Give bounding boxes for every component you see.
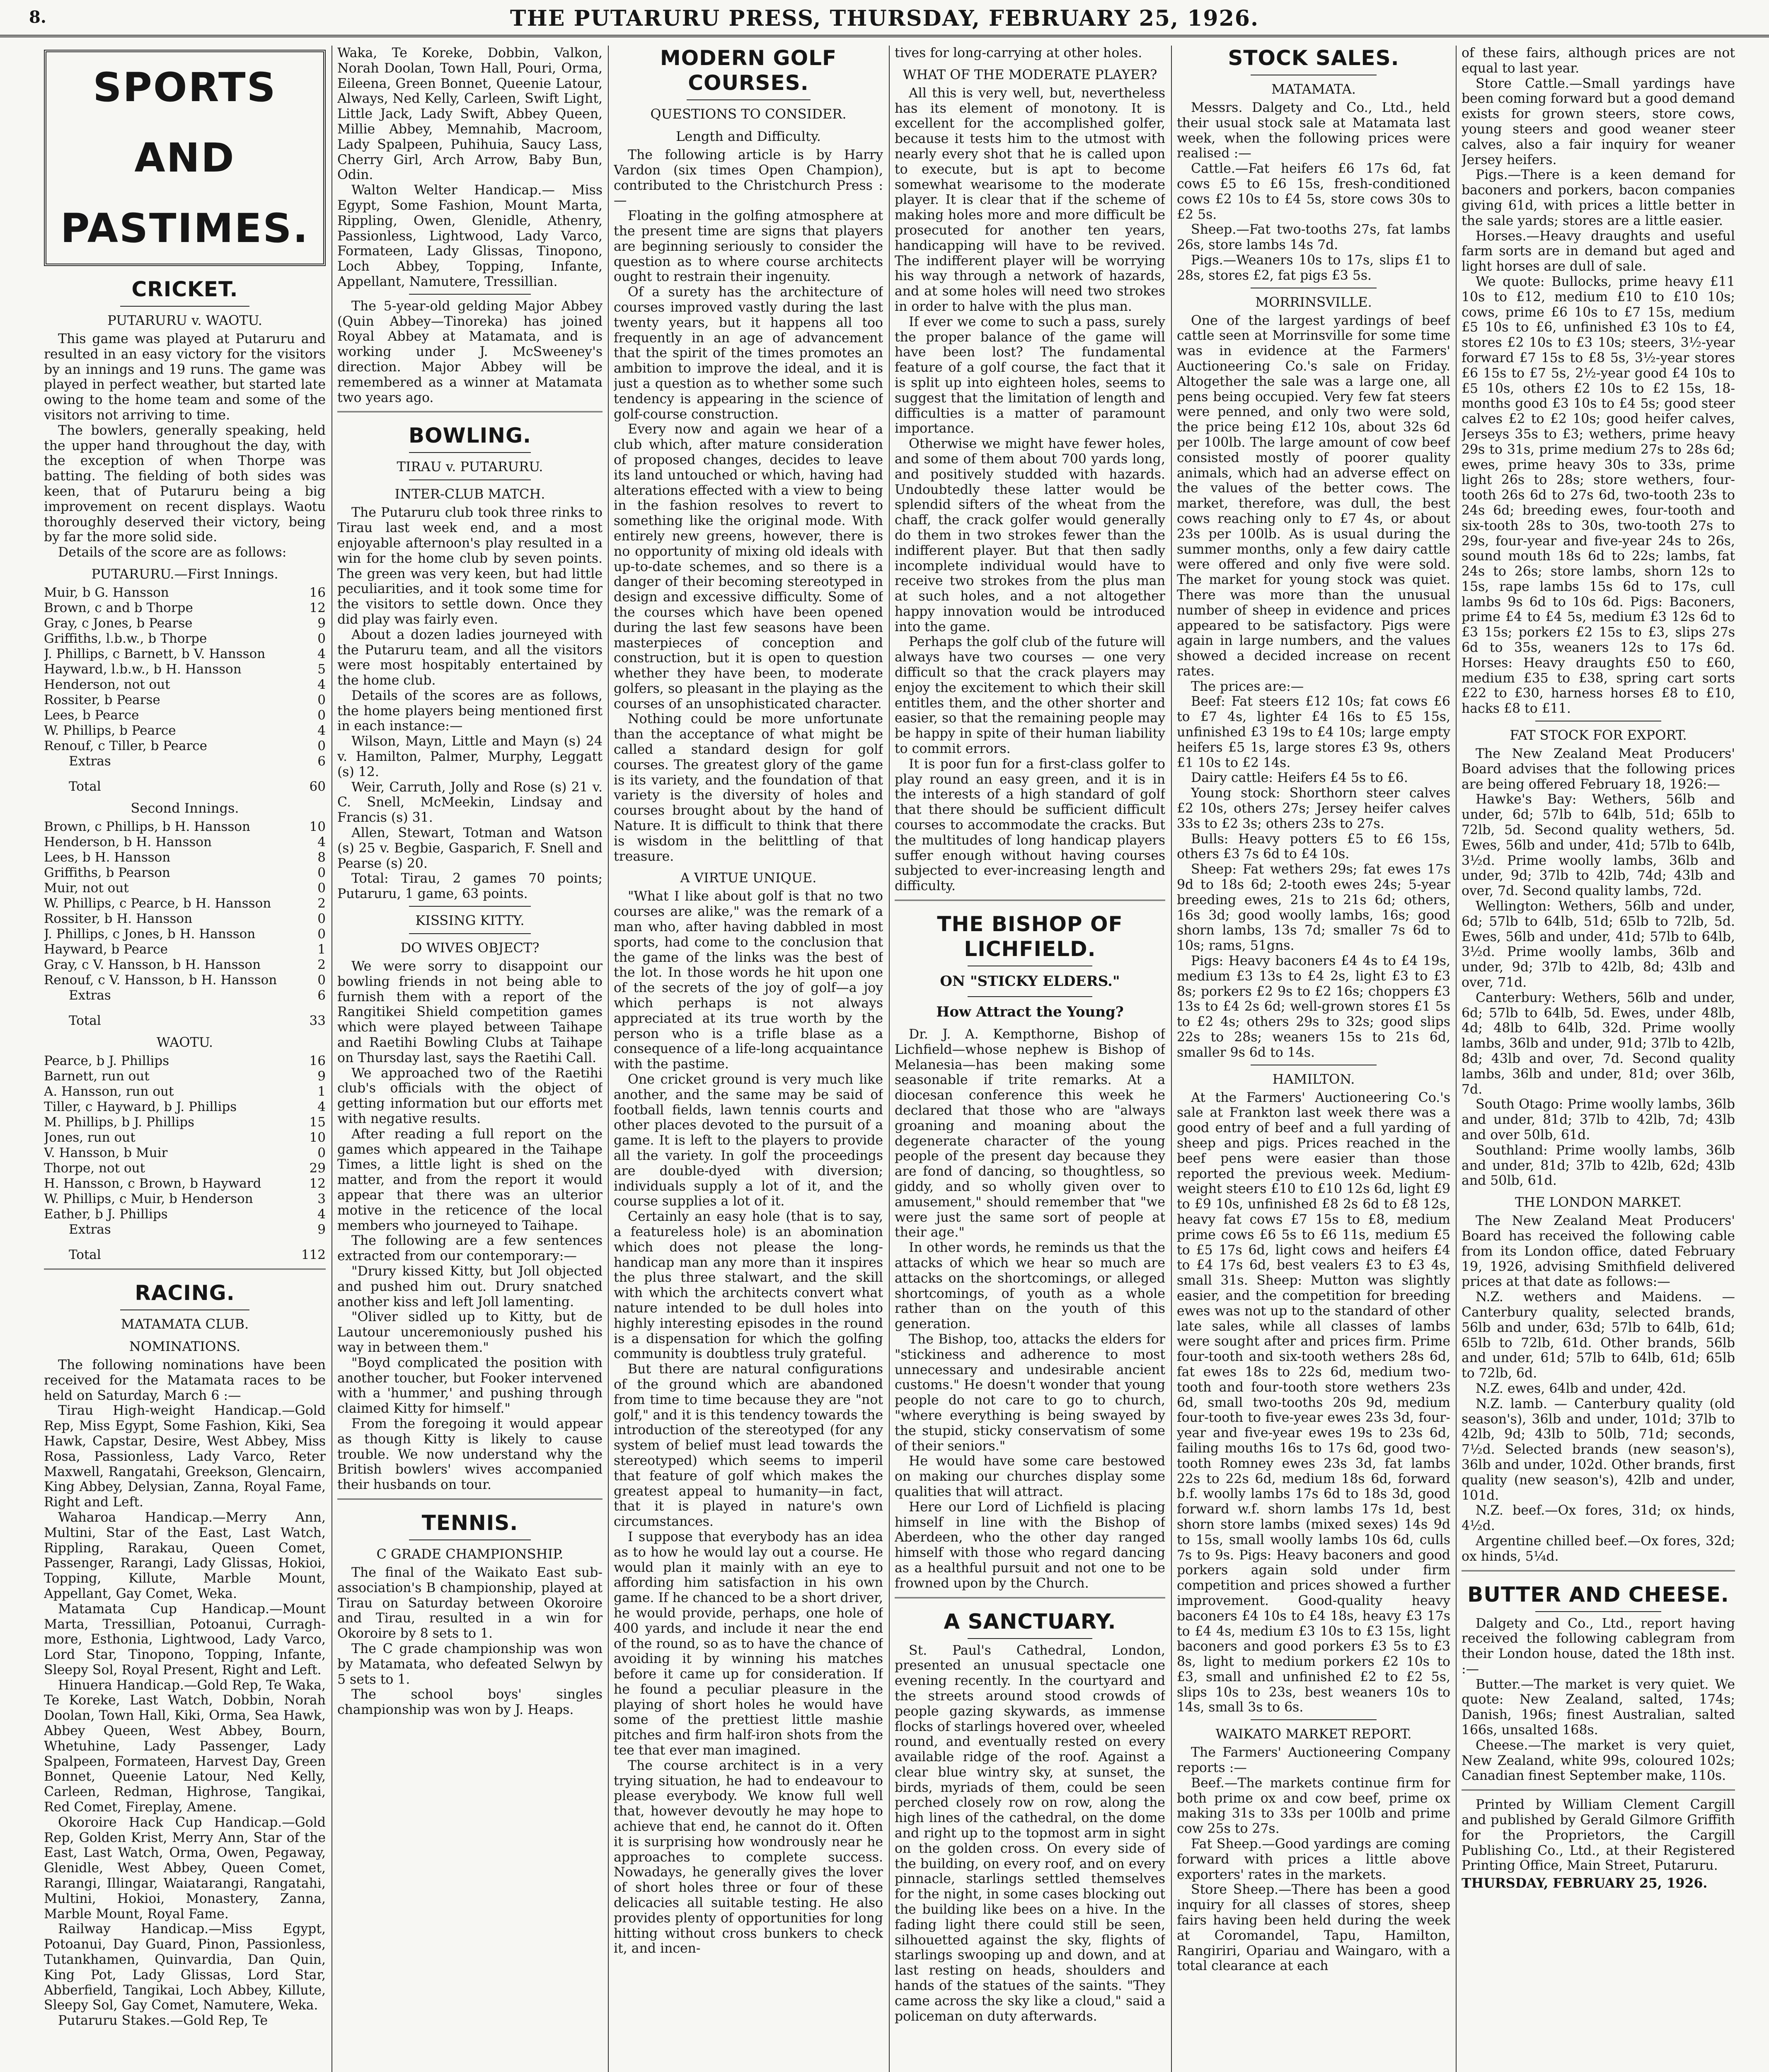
divider (1462, 1570, 1735, 1571)
divider (120, 306, 250, 307)
paragraph: Okoroire Hack Cup Handicap.—Gold Rep, Golden Krist, Merry Ann, Star of the East, Last Watch, Orma, Owen, Pegaway, Glenidle, West Abbey, Queen Comet, Rarangi, Illingar, Waiatarangi, Rangatahi, Multini, Hokioi, Monastery, Zanna, Marble Mount, Royal Fame. (44, 1815, 326, 1922)
column-rule (608, 46, 609, 2072)
divider (409, 294, 531, 295)
batsman: M. Phillips, b J. Phillips (44, 1114, 195, 1130)
paragraph: The course architect is in a very trying situation, he had to endeavour to please everybody. We know full well that, however devoutly he may hope to achieve that end, he cannot do it. Often it is surprising how wondrously near he approaches to complete success. Nowadays, he generally gives the lover of short holes three or four of these delicacies all suitable testing. He also provides plenty of opportunities for long hitting without cross bunkers to check it, and incen- (614, 1758, 883, 1956)
score-row (44, 646, 326, 662)
paragraph: About a dozen ladies journeyed with the Putaruru team, and all the visitors were most hospitably entertained by the home club. (337, 627, 603, 688)
paragraph: Weir, Carruth, Jolly and Rose (s) 21 v. C. Snell, McMeekin, Lindsay and Francis (s) 31. (337, 779, 603, 825)
paragraph: The school boys' singles championship was won by J. Heaps. (337, 1687, 603, 1718)
score-total-row (44, 769, 326, 794)
paragraph: Horses.—Heavy draughts and useful farm sorts are in demand but aged and light horses are dull of sale. (1462, 228, 1735, 274)
paragraph: The New Zealand Meat Producers' Board has received the following cable from its London office, dated February 19, 1926, advising Smithfield delivered prices at that date as follows:— (1462, 1213, 1735, 1290)
paragraph: The Bishop, too, attacks the elders for "stickiness and adherence to most unnecessary and undesirable ancient customs." He doesn't wonder that young people do not care to go to church, "where everything is being swayed by the stupid, sticky conservatism of some of their seniors." (895, 1331, 1165, 1454)
batsman: Lees, b H. Hansson (44, 850, 171, 865)
paragraph: Pigs: Heavy baconers £4 4s to £4 19s, medium £3 13s to £4 2s, light £3 to £3 8s; porkers £2 9s to £2 16s; choppers £3 13s to £4 2s 6d; well-grown stores £1 5s to £2 4s; others 29s to 32s; good slips 22s to 28s; weaners 15s to 21s 6d, smaller 9s 6d to 14s. (1177, 954, 1450, 1060)
score-row (44, 677, 326, 692)
score-row (44, 1145, 326, 1161)
runs: 0 (317, 972, 326, 988)
paragraph: "Boyd complicated the position with another toucher, but Fooker intervened with a 'hummer,' and pushing through claimed Kitty for himself." (337, 1355, 603, 1416)
runs: 0 (317, 692, 326, 707)
paragraph: Here our Lord of Lichfield is placing himself in line with the Bishop of Aberdeen, who the other day ranged himself with those who regard dancing as a healthful pursuit and not one to be frowned upon by the Church. (895, 1499, 1165, 1591)
batsman: V. Hansson, b Muir (44, 1145, 168, 1160)
score-row (44, 662, 326, 677)
paragraph: We quote: Bullocks, prime heavy £11 10s to £12, medium £10 to £10 10s; cows, prime £6 10s to £7 15s, medium £5 10s to £6, unfinished £3 10s to £4, stores £2 10s to £3 10s; steers, 3½-year forward £7 15s to £8 5s, 3½-year stores £6 15s to £7 5s, 2½-year good £4 10s to £5 10s, others £2 10s to £2 15s, 18-months good £3 10s to £4 5s; good steer calves £2 to £2 10s; good heifer calves, Jerseys 35s to £3; wethers, prime heavy 29s to 31s, prime medium 27s to 28s 6d; ewes, prime heavy 30s to 33s, prime light 26s to 28s; store wethers, four-tooth 26s 6d to 27s 6d, two-tooth 23s to 24s 6d; breeding ewes, four-tooth and six-tooth 28s to 30s, two-tooth 27s to 29s, four-year and five-year 24s to 26s, sound mouth 18s 6d to 22s; lambs, fat 24s to 26s; store lambs, shorn 12s to 15s, rape lambs 15s 6d to 17s, cull lambs 9s 6d to 10s 6d. Pigs: Baconers, prime £4 to £4 5s, medium £3 12s 6d to £3 15s; porkers £2 15s to £3, slips 27s 6d to 35s, weaners 12s to 17s 6d. Horses: Heavy draughts £50 to £60, medium £35 to £38, spring cart sorts £22 to £30, harness horses £8 to £10, hacks £8 to £11. (1462, 274, 1735, 716)
divider (1462, 1789, 1735, 1791)
divider (968, 1638, 1092, 1639)
paragraph: Messrs. Dalgety and Co., Ltd., held their usual stock sale at Matamata last week, when the following prices were realised :— (1177, 100, 1450, 161)
runs: 0 (317, 911, 326, 926)
runs: 4 (317, 1099, 326, 1114)
runs: 16 (309, 1053, 326, 1068)
paragraph: Of a surety has the architecture of courses improved vastly during the last twenty years, but it happens all too frequently in an age of advancement that the spirit of the times promotes an ambition to improve the ideal, and it is just a question as to whether some such tendency is appearing in the science of golf-course construction. (614, 285, 883, 422)
paragraph: The following are a few sentences extracted from our contemporary:— (337, 1233, 603, 1264)
paragraph: Total: Tirau, 2 games 70 points; Putaruru, 1 game, 63 points. (337, 871, 603, 902)
innings-heading: PUTARURU.—First Innings. (91, 566, 278, 582)
racing-heading: RACING. (135, 1280, 235, 1305)
total-runs: 33 (309, 1013, 326, 1028)
score-row (44, 835, 326, 850)
paragraph: Waharoa Handicap.—Merry Ann, Multini, Star of the East, Last Watch, Rippling, Rarakau, Queen Comet, Passenger, Rarangi, Lady Glissas, Hokioi, Topping, Killute, Marble Mount, Appellant, Gay Comet, Weka. (44, 1510, 326, 1601)
score-row (44, 1130, 326, 1145)
paragraph: Railway Handicap.—Miss Egypt, Potoanui, Day Guard, Pinon, Passionless, Tutankhamen, Quinvardia, Dan Quin, King Pot, Lady Glissas, Lord Star, Abberfield, Tangikai, Loch Abbey, Killute, Sleepy Sol, Gay Comet, Namutere, Weka. (44, 1922, 326, 2013)
paragraph: Southland: Prime woolly lambs, 36lb and under, 81d; 37lb to 42lb, 62d; 43lb and 50lb, 61d. (1462, 1143, 1735, 1188)
paragraph: N.Z. lamb. — Canterbury quality (old season's), 36lb and under, 101d; 37lb to 42lb, 9d; 43lb to 50lb, 71d; seconds, 7½d. Selected brands (new season's), 36lb and under, 102d. Other brands, first quality (new season's), 42lb and under, 101d. (1462, 1396, 1735, 1503)
tennis-heading: TENNIS. (421, 1510, 518, 1535)
runs: 0 (317, 631, 326, 646)
golf-sub: Length and Difficulty. (676, 128, 821, 144)
score-row (44, 1069, 326, 1084)
tennis-sub: C GRADE CHAMPIONSHIP. (376, 1546, 564, 1562)
batsman: Lees, b Pearce (44, 707, 139, 723)
kissing-heading: KISSING KITTY. (415, 913, 525, 929)
paragraph: Sheep.—Fat two-tooths 27s, fat lambs 26s, store lambs 14s 7d. (1177, 222, 1450, 253)
runs: 3 (317, 1191, 326, 1206)
paragraph: The following nominations have been received for the Matamata races to be held on Saturday, March 6 :— (44, 1357, 326, 1403)
paragraph: All this is very well, but, nevertheless has its element of monotony. It is excellent for the accomplished golfer, because it tests him to the utmost with nearly every shot that he is called upon to execute, but is apt to become somewhat wearisome to the moderate player. It is clear that if the scheme of making holes more and more difficult be prosecuted for another ten years, handicapping will have to be revived. The indifferent player will be worrying his way through a network of hazards, and at some holes will need two strokes in order to halve with the plus man. (895, 85, 1165, 314)
runs: 12 (309, 600, 326, 615)
paragraph: Pigs.—Weaners 10s to 17s, slips £1 to 28s, stores £2, fat pigs £3 5s. (1177, 252, 1450, 283)
stock-sub: WAIKATO MARKET REPORT. (1215, 1726, 1412, 1742)
divider (409, 906, 531, 907)
paragraph: Allen, Stewart, Totman and Watson (s) 25 v. Begbie, Gasparich, F. Snell and Pearse (s) 20. (337, 825, 603, 871)
paragraph: The Putaruru club took three rinks to Tirau last week end, and a most enjoyable afternoon's play resulted in a win for the home club by seven points. The green was very keen, but had little peculiarities, and it took some time for the visitors to settle down. Once they did play was fairly even. (337, 505, 603, 627)
column-rule (1171, 46, 1172, 2072)
batsman: Tiller, c Hayward, b J. Phillips (44, 1099, 237, 1114)
innings-heading: WAOTU. (156, 1034, 213, 1050)
paragraph: Details of the scores are as follows, the home players being mentioned first in each instance:— (337, 688, 603, 734)
batsman: Griffiths, l.b.w., b Thorpe (44, 631, 207, 646)
runs: 4 (317, 834, 326, 850)
paragraph: Store Sheep.—There has been a good inquiry for all classes of stores, sheep fairs having been held during the week at Coromandel, Tapu, Hamilton, Rangiriri, Opariau and Waingaro, with a total clearance at each (1177, 1882, 1450, 1974)
score-row (44, 1222, 326, 1237)
paragraph: Wellington: Wethers, 56lb and under, 6d; 57lb to 64lb, 51d; 65lb to 72lb, 5d. Ewes, 56lb and under, 41d; 57lb to 64lb, 3½d. Prime woolly lambs, 36lb and under, 9d; 37lb to 42lb, 8d; 43lb and over, 71d. (1462, 899, 1735, 990)
batsman: W. Phillips, c Muir, b Henderson (44, 1191, 253, 1206)
runs: 0 (317, 880, 326, 896)
total-label: Total (69, 779, 101, 794)
batsman: Griffiths, b Pearson (44, 865, 170, 880)
paragraph: In other words, he reminds us that the attacks of which we hear so much are attacks on the shortcomings, or alleged shortcomings, of youth as a whole rather than on the youth of this generation. (895, 1240, 1165, 1332)
batsman: Gray, c Jones, b Pearse (44, 615, 193, 631)
score-row (44, 738, 326, 754)
paragraph: Matamata Cup Handicap.—Mount Marta, Tressillian, Potoanui, Curragh-more, Esthonia, Lightwood, Lady Varco, Lord Star, Tinopono, Topping, Infante, Sleepy Sol, Royal Present, Right and Left. (44, 1601, 326, 1677)
paragraph: One of the largest yardings of beef cattle seen at Morrinsville for some time was in evidence at the Farmers' Auctioneering Co.'s sale on Friday. Altogether the sale was a large one, all pens being occupied. Very few fat steers were penned, and only two were sold, the price being £12 10s, about 32s 6d per 100lb. The large amount of cow beef consisted mostly of poorer quality animals, which had an adverse effect on the values of the better cows. The market, therefore, was dull, the best cows reaching only to £7 4s, or about 23s per 100lb. As is usual during the summer months, only a few dairy cattle were offered and only five were sold. The market for young stock was quiet. There was more than the unusual number of sheep in evidence and prices appeared to be satisfactory. Pigs were again in large numbers, and the values showed a decided increase on recent rates. (1177, 313, 1450, 679)
batsman: Hayward, l.b.w., b H. Hansson (44, 661, 242, 677)
masthead (0, 0, 1769, 37)
runs: 4 (317, 677, 326, 692)
batsman: Extras (69, 988, 111, 1003)
cricket-heading: CRICKET. (131, 277, 238, 301)
score-total-row (44, 1003, 326, 1029)
score-row (44, 1191, 326, 1207)
batsman: Extras (69, 1222, 111, 1237)
paragraph: N.Z. beef.—Ox fores, 31d; ox hinds, 4½d. (1462, 1503, 1735, 1534)
paragraph: Hinuera Handicap.—Gold Rep, Te Waka, Te Koreke, Last Watch, Dobbin, Norah Doolan, Town Hall, Kiki, Orma, Sea Hawk, Abbey Queen, West Abbey, Bourn, Whetuhine, Lady Passenger, Lady Spalpeen, Formateen, Harvest Day, Green Bonnet, Queenie Latour, Ned Kelly, Carleen, Redman, Highrose, Tangikai, Red Comet, Fireplay, Amene. (44, 1677, 326, 1815)
bowling-heading: BOWLING. (408, 424, 532, 448)
score-row (44, 600, 326, 616)
runs: 15 (309, 1114, 326, 1130)
column-4 (895, 46, 1165, 2072)
runs: 0 (317, 738, 326, 753)
score-row (44, 988, 326, 1003)
paragraph: At the Farmers' Auctioneering Co.'s sale at Frankton last week there was a good entry of beef and a full yarding of sheep and pigs. Prices reached in the beef pens were easier than those reported the previous week. Medium-weight steers £10 to £10 12s 6d, light £9 to £9 10s, unfinished £8 2s 6d to £8 12s, heavy fat cows £7 15s to £8, medium prime cows £6 5s to £6 11s, medium £5 to £5 17s 6d, light cows and heifers £4 to £4 17s 6d, best vealers £3 to £3 4s, small 31s. Sheep: Mutton was slightly easier, and the competition for breeding ewes was not up to the standard of other late sales, while all classes of lambs were sought after and prices firm. Prime four-tooth and six-tooth wethers 28s 6d, fat ewes 18s to 22s 6d, medium two-tooth and four-tooth store wethers 23s 6d, small two-tooths 20s 9d, medium four-tooth to five-year ewes 23s 3d, four-year and five-year ewes 19s to 23s 6d, failing mouths 16s to 17s 6d, good two-tooth Romney ewes 23s 3d, fat lambs 22s to 22s 6d, medium 18s 6d, forward b.f. woolly lambs 17s 6d to 18s 3d, good forward w.f. shorn lambs 17s 1d, best shorn store lambs (mixed sexes) 14s 9d to 15s, small woolly lambs 10s 6d, culls 7s to 9s. Pigs: Heavy baconers and good porkers again sold under firm competition and prices showed a further improvement. Good-quality heavy baconers £4 10s to £4 18s, heavy £3 17s to £4 4s, medium £3 10s to £3 15s, light baconers and good porkers £3 5s to £3 8s, light to medium porkers £2 10s to £3, small and unfinished £2 to £2 5s, slips 10s to 23s, best weaners 10s to 14s, small 3s to 6s. (1177, 1090, 1450, 1715)
paragraph: N.Z. wethers and Maidens. — Canterbury quality, selected brands, 56lb and under, 63d; 57lb to 64lb, 61d; 65lb to 72lb, 61d. Other brands, 56lb and under, 61d; 57lb to 64lb, 61d; 65lb to 72lb, 6d. (1462, 1290, 1735, 1381)
paragraph: N.Z. ewes, 64lb and under, 42d. (1476, 1381, 1687, 1396)
paragraph: He would have some care bestowed on making our churches display some qualities that will attract. (895, 1454, 1165, 1499)
column-6 (1462, 46, 1735, 2072)
runs: 9 (317, 615, 326, 631)
paragraph: The bowlers, generally speaking, held the upper hand throughout the day, with the exception of when Thorpe was batting. The fielding of both sides was keen, that of Putaruru being a big improvement on recent displays. Waotu thoroughly deserved their victory, being by far the more solid side. (44, 423, 326, 545)
stock-sub: MORRINSVILLE. (1255, 294, 1372, 310)
bishop-sub: How Attract the Young? (936, 1004, 1124, 1021)
paragraph: From the foregoing it would appear as though Kitty is likely to cause trouble. We now understand why the British bowlers' wives accompanied their husbands on tour. (337, 1416, 603, 1493)
paragraph: Beef: Fat steers £12 10s; fat cows £6 to £7 4s, lighter £4 16s to £5 15s, unfinished £3 19s to £4 10s; large empty heifers £5 1s, large stores £3 9s, others £1 10s to £2 14s. (1177, 694, 1450, 770)
stock-sub: MATAMATA. (1271, 81, 1356, 97)
batsman: W. Phillips, b Pearce (44, 723, 176, 738)
racing-club: MATAMATA CLUB. (121, 1316, 249, 1332)
paragraph: Wilson, Mayn, Little and Mayn (s) 24 v. Hamilton, Palmer, Murphy, Leggatt (s) 12. (337, 734, 603, 779)
paragraph: Dr. J. A. Kempthorne, Bishop of Lichfield—whose nephew is Bishop of Melanesia—has been making some seasonable if trite remarks. At a diocesan conference this week he declared that those who are "always groaning and moaning about the degenerate character of the young people of the present day because they are fond of dancing, so thoughtless, so giddy, and so wholly given over to amusement," should remember that "we were just the same sort of people at their age." (895, 1027, 1165, 1240)
paragraph: After reading a full report on the games which appeared in the Taihape Times, a little light is shed on the matter, and from the report it would appear that there was an ulterior motive in the reticence of the local members who journeyed to Taihape. (337, 1126, 603, 1233)
runs: 0 (317, 865, 326, 880)
paragraph: Bulls: Heavy potters £5 to £6 15s, others £3 7s 6d to £4 10s. (1177, 831, 1450, 862)
bishop-sub: ON "STICKY ELDERS." (940, 973, 1120, 990)
batsman: Eather, b J. Phillips (44, 1206, 168, 1222)
paragraph: "Oliver sidled up to Kitty, but de Lautour unceremoniously pushed his way in between them." (337, 1310, 603, 1355)
bowling-match: TIRAU v. PUTARURU. (397, 459, 543, 475)
score-row (44, 723, 326, 738)
scorecard-waotu (44, 1053, 326, 1263)
batsman: J. Phillips, c Jones, b H. Hansson (44, 926, 256, 942)
paragraph: We approached two of the Raetihi club's officials with the object of getting information but our efforts met with negative results. (337, 1065, 603, 1127)
score-row (44, 754, 326, 769)
nominations-heading: NOMINATIONS. (129, 1338, 241, 1354)
imprint (1462, 1797, 1735, 1891)
paragraph: The 5-year-old gelding Major Abbey (Quin Abbey—Tinoreka) has joined Royal Abbey at Matamata, and is working under J. McSweeney's direction. Major Abbey will be remembered as a winner at Matamata two years ago. (337, 298, 603, 405)
golf-sub: WHAT OF THE MODERATE PLAYER? (903, 66, 1157, 82)
paragraph: Nothing could be more unfortunate than the acceptance of what might be called a standard design for golf courses. The greatest glory of the game is its variety, and the foundation of that variety is the diversity of holes and courses brought about by the hand of Nature. It is difficult to think that there is wisdom in the belittling of that treasure. (614, 712, 883, 864)
score-row (44, 957, 326, 973)
paragraph: "What I like about golf is that no two courses are alike," was the remark of a man who, after having dabbled in most sports, had come to the conclusion that the game of the links was the best of the lot. In those words he hit upon one of the secrets of the joy of golf—a joy which perhaps is not always appreciated at its true worth by the person who is a trifle blase as a consequence of a life-long acquaintance with the pastime. (614, 889, 883, 1072)
batsman: Rossiter, b H. Hansson (44, 911, 193, 926)
butter-heading: BUTTER AND CHEESE. (1467, 1582, 1729, 1607)
score-row (44, 973, 326, 988)
paragraph: Sheep: Fat wethers 29s; fat ewes 17s 9d to 18s 6d; 2-tooth ewes 24s; 5-year breeding ewes, 21s to 21s 6d; others, 16s 3d; good woolly lambs, 16s; good shorn lambs, 13s 7d; smaller 7s 6d to 10s; rams, 51gns. (1177, 862, 1450, 954)
imprint-text: Printed by William Clement Cargill and published by Gerald Gilmore Griffith for the Proprietors, the Cargill Publishing Co., Ltd., at their Registered Printing Office, Main Street, Putaruru. (1462, 1797, 1735, 1874)
paragraph: The prices are:— (1191, 679, 1304, 694)
divider (1251, 1719, 1377, 1720)
runs: 2 (317, 957, 326, 972)
paragraph: The following article is by Harry Vardon (six times Open Champion), contributed to the Christchurch Press :— (614, 148, 883, 208)
paragraph: Fat Sheep.—Good yardings are coming forward with prices a little above exporters' rates in the markets. (1177, 1837, 1450, 1882)
innings-heading: Second Innings. (131, 800, 239, 816)
paragraph: We were sorry to disappoint our bowling friends in not being able to furnish them with a report of the Rangitikei Shield competition games which were played between Taihape and Raetihi Bowling Clubs at Taihape on Thursday last, says the Raetihi Call. (337, 959, 603, 1065)
divider (337, 1498, 603, 1500)
kissing-sub: DO WIVES OBJECT? (400, 940, 540, 956)
sports-banner: SPORTS AND PASTIMES. (44, 50, 326, 266)
cricket-match: PUTARURU v. WAOTU. (107, 312, 262, 328)
runs: 10 (309, 819, 326, 834)
paragraph: Perhaps the golf club of the future will always have two courses — one very difficult so that the crack players may enjoy the excitement to which their skill entitles them, and the other shorter and easier, so that the remaining people may be happy in spite of their human liability to commit errors. (895, 634, 1165, 757)
score-row (44, 1115, 326, 1130)
score-row (44, 1084, 326, 1099)
paragraph: Waka, Te Koreke, Dobbin, Valkon, Norah Doolan, Town Hall, Pouri, Orma, Eileena, Green Bonnet, Queenie Latour, Always, Ned Kelly, Carleen, Swift Light, Little Jack, Lady Swift, Abbey Queen, Millie Abbey, Memnahib, Macroom, Lady Spalpeen, Puhihuia, Saucy Lass, Cherry Girl, Arch Arrow, Baby Bun, Odin. (337, 46, 603, 183)
divider (409, 479, 531, 480)
score-row (44, 1099, 326, 1115)
paragraph: Canterbury: Wethers, 56lb and under, 6d; 57lb to 64lb, 5d. Ewes, under 48lb, 4d; 48lb to 64lb, 32d. Prime woolly lambs, 36lb and under, 91d; 37lb to 42lb, 8d; 43lb and over, 7d. Second quality lambs, 36lb and under, 81d; over 36lb, 7d. (1462, 990, 1735, 1097)
paragraph: Store Cattle.—Small yardings have been coming forward but a good demand exists for grown steers, store cows, young steers and good weaner steer calves, also a fair inquiry for weaner Jersey heifers. (1462, 76, 1735, 167)
london-heading: THE LONDON MARKET. (1515, 1194, 1682, 1210)
divider (409, 1539, 531, 1540)
batsman: A. Hansson, run out (44, 1084, 174, 1099)
paragraph: Cattle.—Fat heifers £6 17s 6d, fat cows £5 to £6 15s, fresh-conditioned cows £2 10s to £4 5s, store cows 30s to £2 5s. (1177, 161, 1450, 222)
score-row (44, 631, 326, 646)
paragraph: Tirau High-weight Handicap.—Gold Rep, Miss Egypt, Some Fashion, Kiki, Sea Hawk, Capstar, Desire, West Abbey, Miss Rosa, Passionless, Lady Varco, Reter Maxwell, Rangatahi, Greekson, Glencairn, King Abbey, Delysian, Zanna, Royal Fame, Right and Left. (44, 1403, 326, 1510)
paragraph: The C grade championship was won by Matamata, who defeated Selwyn by 5 sets to 1. (337, 1641, 603, 1687)
paragraph: Details of the score are as follows: (58, 545, 287, 560)
batsman: Hayward, b Pearce (44, 942, 168, 957)
scorecard-putaruru-first (44, 585, 326, 794)
runs: 6 (317, 753, 326, 769)
stock-heading: STOCK SALES. (1228, 46, 1399, 70)
fatstock-heading: FAT STOCK FOR EXPORT. (1510, 727, 1687, 743)
runs: 5 (317, 661, 326, 677)
paragraph: It is poor fun for a first-class golfer to play round an easy green, and it is in the interests of a high standard of golf that there should be sufficient difficult courses to accommodate the cracks. But the multitudes of long handicap players suffer enough without having courses subjected to ever-increasing length and difficulty. (895, 756, 1165, 894)
paragraph: Cheese.—The market is very quiet, New Zealand, white 99s, coloured 102s; Canadian finest September make, 110s. (1462, 1738, 1735, 1784)
runs: 4 (317, 1206, 326, 1222)
runs: 9 (317, 1068, 326, 1084)
score-row (44, 942, 326, 957)
paragraph: The New Zealand Meat Producers' Board advises that the following prices are being offered February 18, 1926:— (1462, 746, 1735, 792)
paragraph: Argentine chilled beef.—Ox fores, 32d; ox hinds, 5¼d. (1462, 1533, 1735, 1564)
paragraph: Beef.—The markets continue firm for both prime ox and cow beef, prime ox making 31s to 33s per 100lb and prime cow 25s to 27s. (1177, 1775, 1450, 1837)
score-row (44, 896, 326, 911)
paragraph: Hawke's Bay: Wethers, 56lb and under, 6d; 57lb to 64lb, 51d; 65lb to 72lb, 5d. Second quality wethers, 5d. Ewes, 56lb and under, 41d; 57lb to 64lb, 3½d. Prime woolly lambs, 36lb and under, 9d; 37lb to 42lb, 74d; 43lb and over, 7d. Second quality lambs, 72d. (1462, 792, 1735, 899)
paragraph: Dairy cattle: Heifers £4 5s to £6. (1191, 770, 1408, 786)
score-row (44, 1207, 326, 1222)
imprint-date: THURSDAY, FEBRUARY 25, 1926. (1462, 1876, 1708, 1891)
paragraph: Floating in the golfing atmosphere at the present time are signs that players are beginning seriously to consider the question as to where course architects ought to restrain their ingenuity. (614, 208, 883, 285)
column-rule (889, 46, 890, 2072)
total-runs: 112 (301, 1247, 326, 1262)
score-row (44, 927, 326, 942)
paragraph: Dalgety and Co., Ltd., report having received the following cablegram from their London house, dated the 18th inst. :— (1462, 1616, 1735, 1677)
batsman: Henderson, b H. Hansson (44, 834, 212, 850)
batsman: Rossiter, b Pearse (44, 692, 160, 707)
batsman: Pearce, b J. Phillips (44, 1053, 169, 1068)
runs: 0 (317, 926, 326, 942)
divider (895, 1597, 1165, 1598)
runs: 0 (317, 1145, 326, 1160)
divider (337, 411, 603, 412)
divider (687, 99, 811, 100)
page-number: 8. (29, 7, 46, 27)
score-row (44, 911, 326, 927)
column-1 (44, 46, 326, 2072)
paragraph: Putaruru Stakes.—Gold Rep, Te (58, 2013, 268, 2028)
divider (968, 996, 1092, 997)
masthead-title: THE PUTARURU PRESS, THURSDAY, FEBRUARY 25, 1926. (510, 6, 1259, 31)
runs: 0 (317, 707, 326, 723)
runs: 12 (309, 1176, 326, 1191)
divider (895, 900, 1165, 901)
paragraph: Walton Welter Handicap.— Miss Egypt, Some Fashion, Mount Marta, Rippling, Owen, Glenidle, Athenry, Passionless, Lightwood, Lady Varco, Formateen, Lady Glissas, Tinopono, Loch Abbey, Topping, Infante, Appellant, Namutere, Tressillian. (337, 183, 603, 289)
paragraph: The Farmers' Auctioneering Company reports :— (1177, 1745, 1450, 1776)
score-row (44, 585, 326, 600)
paragraph: Every now and again we hear of a club which, after mature consideration of proposed changes, decides to leave its land untouched or which, having had alterations effected with a view to being in the fashion resolves to revert to something like the original mode. With entirely new greens, however, there is no opportunity of mixing old ideals with up-to-date schemes, and so there is a danger of their becoming stereotyped in design and excessive difficulty. Some of the courses which have been opened during the last few seasons have been masterpieces of conception and construction, but it is open to question whether they have been, to moderate golfers, so pleasant in the playing as the courses of an unsophisticated character. (614, 422, 883, 712)
runs: 10 (309, 1130, 326, 1145)
golf-sub: A VIRTUE UNIQUE. (680, 870, 817, 886)
divider (1535, 1611, 1661, 1612)
paragraph: This game was played at Putaruru and resulted in an easy victory for the visitors by an innings and 19 runs. The game was played in perfect weather, but started late owing to the home team and some of the visitors not arriving to time. (44, 332, 326, 423)
batsman: W. Phillips, c Pearce, b H. Hansson (44, 896, 271, 911)
paragraph: "Drury kissed Kitty, but Joll objected and pushed him out. Drury snatched another kiss and left Joll lamenting. (337, 1264, 603, 1310)
score-row (44, 850, 326, 865)
paragraph: tives for long-carrying at other holes. (895, 46, 1142, 61)
runs: 1 (317, 1084, 326, 1099)
paragraph: St. Paul's Cathedral, London, presented an unusual spectacle one evening recently. In the courtyard and the streets around stood crowds of people gazing skywards, as immense flocks of starlings hovered over, wheeled round, and eventually rested on every available ridge of the roof. Against a clear blue wintry sky, at sunset, the birds, myriads of them, could be seen perched closely row on row, along the high lines of the cathedral, on the dome and right up to the topmost arm in sight on the golden cross. On every side of the building, on every roof, and on every pinnacle, starlings settled themselves for the night, in some cases blocking out the building like bees on a hive. In the fading light there could still be seen, silhouetted against the sky, flights of starlings swooping up and down, and at last resting on heads, shoulders and hands of the statues of the saints. "They came across the sky like a cloud," said a policeman on duty afterwards. (895, 1643, 1165, 2024)
paragraph: One cricket ground is very much like another, and the same may be said of football fields, lawn tennis courts and other places devoted to the pursuit of a game. It is left to the players to provide all the variety. In golf the proceedings are double-dyed with diversion; individuals supply a lot of it, and the course supplies a lot of it. (614, 1072, 883, 1209)
score-row (44, 692, 326, 708)
batsman: Barnett, run out (44, 1068, 150, 1084)
divider (44, 1268, 326, 1270)
score-total-row (44, 1237, 326, 1263)
batsman: Gray, c V. Hansson, b H. Hansson (44, 957, 261, 972)
batsman: Thorpe, not out (44, 1160, 145, 1176)
bowling-sub: INTER-CLUB MATCH. (394, 486, 545, 502)
batsman: Extras (69, 753, 111, 769)
paragraph: Butter.—The market is very quiet. We quote: New Zealand, salted, 174s; Danish, 196s; finest Australian, salted 166s, unsalted 168s. (1462, 1677, 1735, 1738)
score-row (44, 1053, 326, 1069)
divider (409, 933, 531, 934)
batsman: H. Hansson, c Brown, b Hayward (44, 1176, 261, 1191)
column-3 (614, 46, 883, 2072)
batsman: Brown, c and b Thorpe (44, 600, 193, 615)
batsman: Muir, b G. Hansson (44, 585, 169, 600)
paragraph: of these fairs, although prices are not equal to last year. (1462, 46, 1735, 76)
score-row (44, 616, 326, 631)
total-label: Total (69, 1247, 101, 1262)
runs: 29 (309, 1160, 326, 1176)
runs: 9 (317, 1222, 326, 1237)
runs: 8 (317, 850, 326, 865)
paragraph: If ever we come to such a pass, surely the proper balance of the game will have been lost? The fundamental feature of a golf course, the fact that it is split up into eighteen holes, seems to suggest that the limitation of length and difficulties is a matter of paramount importance. (895, 314, 1165, 436)
runs: 2 (317, 896, 326, 911)
score-row (44, 819, 326, 835)
batsman: Muir, not out (44, 880, 129, 896)
batsman: Jones, run out (44, 1130, 136, 1145)
runs: 4 (317, 646, 326, 661)
score-row (44, 865, 326, 881)
sanctuary-heading: A SANCTUARY. (944, 1609, 1116, 1634)
scorecard-putaruru-second (44, 819, 326, 1029)
golf-sub: QUESTIONS TO CONSIDER. (650, 106, 847, 122)
paragraph: Pigs.—There is a keen demand for baconers and porkers, bacon companies giving 61d, with prices a little better in the sale yards; stores are a little easier. (1462, 167, 1735, 228)
runs: 4 (317, 723, 326, 738)
score-row (44, 1161, 326, 1176)
score-row (44, 881, 326, 896)
stock-sub: HAMILTON. (1272, 1071, 1355, 1087)
runs: 6 (317, 988, 326, 1003)
column-5 (1177, 46, 1450, 2072)
runs: 1 (317, 942, 326, 957)
bishop-heading: THE BISHOP OF LICHFIELD. (937, 912, 1123, 961)
column-2 (337, 46, 603, 2072)
total-runs: 60 (309, 779, 326, 794)
column-rule (1456, 46, 1457, 2072)
total-label: Total (69, 1013, 101, 1028)
paragraph: Young stock: Shorthorn steer calves £2 10s, others 27s; Jersey heifer calves 33s to £2 3s; others 23s to 27s. (1177, 786, 1450, 831)
batsman: Renouf, c V. Hansson, b H. Hansson (44, 972, 277, 988)
paragraph: Otherwise we might have fewer holes, and some of them about 700 yards long, and positively studded with hazards. Undoubtedly these latter would be splendid sifters of the wheat from the chaff, the crack golfer would generally do them in two strokes fewer than the indifferent player. But that then sadly incomplete individual would have to receive two strokes from the plus man at such holes, and a not altogether happy innovation would be introduced into the game. (895, 436, 1165, 634)
golf-heading: MODERN GOLF COURSES. (660, 46, 837, 95)
runs: 16 (309, 585, 326, 600)
batsman: Brown, c Phillips, b H. Hansson (44, 819, 250, 834)
paragraph: Certainly an easy hole (that is to say, a featureless hole) is an abomination which does not please the long-handicap man any more than it inspires the plus three stalwart, and the skill with which the architects convert what nature intended to be dull holes into highly interesting episodes in the round is a dispensation for which the golfing community is doubtless truly grateful. (614, 1209, 883, 1362)
batsman: Renouf, c Tiller, b Pearce (44, 738, 207, 753)
paragraph: The final of the Waikato East sub-association's B championship, played at Tirau on Saturday between Okoroire and Tirau, resulted in a win for Okoroire by 8 sets to 1. (337, 1565, 603, 1641)
paragraph: But there are natural configurations of the ground which are abandoned from time to time because they are "not golf," and it is this tendency towards the introduction of the stereotyped (for any system of belief must lead towards the stereotyped) which seems to imperil that feature of golf which makes the greatest appeal to humanity—in fact, that it is played in nature's own circumstances. (614, 1362, 883, 1530)
paragraph: South Otago: Prime woolly lambs, 36lb and under, 81d; 37lb to 42lb, 7d; 43lb and over 50lb, 61d. (1462, 1097, 1735, 1143)
divider (409, 452, 531, 453)
paragraph: I suppose that everybody has an idea as to how he would lay out a course. He would plan it mainly with an eye to affording him satisfaction in his own game. If he chanced to be a short driver, he would provide, perhaps, one hole of 400 yards, and include it near the end of the round, so as to have the chance of avoiding it by winning his matches before it came up for consideration. If he found a peculiar pleasure in the playing of short holes he would have some of the prettiest little mashie pitches and firm half-iron shots from the tee that ever man imagined. (614, 1529, 883, 1758)
score-row (44, 1176, 326, 1191)
batsman: J. Phillips, c Barnett, b V. Hansson (44, 646, 266, 661)
batsman: Henderson, not out (44, 677, 170, 692)
score-row (44, 708, 326, 723)
